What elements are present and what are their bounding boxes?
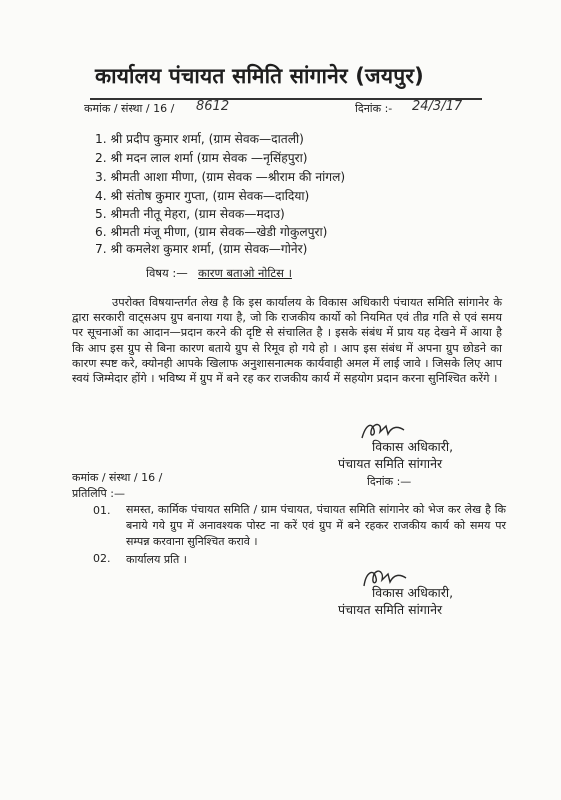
recipient-item: 4. श्री संतोष कुमार गुप्ता, (ग्राम सेवक—दादिया) (95, 189, 310, 203)
recipient-item: 3. श्रीमती आशा मीणा, (ग्राम सेवक —श्रीराम की नांगल) (95, 170, 346, 184)
recipient-item: 7. श्री कमलेश कुमार शर्मा, (ग्राम सेवक—गोनेर) (95, 242, 308, 256)
copy-ref-label: कमांक / संस्था / 16 / (72, 471, 163, 484)
recipient-item: 6. श्रीमती मंजू मीणा, (ग्राम सेवक—खेडी गोकुलपुरा) (95, 225, 328, 239)
signatory-office-2: पंचायत समिति सांगानेर (338, 602, 443, 617)
copy-item-text: कार्यालय प्रति । (126, 553, 187, 566)
date-label: दिनांक :- (355, 102, 393, 115)
copy-label: प्रतिलिपि :— (72, 487, 125, 500)
recipient-item: 5. श्रीमती नीतू मेहरा, (ग्राम सेवक—मदाउ) (95, 207, 285, 221)
ref-number: 8612 (196, 99, 230, 114)
body-paragraph: उपरोक्त विषयान्तर्गत लेख है कि इस कार्यालय के विकास अधिकारी पंचायत समिति सांगानेर के द्वारा सरकारी वाट्सअप ग्रुप बनाया गया है, जो कि राजकीय कार्यो को नियमित एवं तीव्र गति से एवं समय पर सूचनाओं का आदान—प्रदान करने की दृष्टि से संचालित है । इसके संबंध में प्राय यह देखने में आया है कि आप इस ग्रुप से बिना कारण बताये ग्रुप से रिमूव हो गये हो । आप इस संबंध में अपना ग्रुप छोडने का कारण स्पष्ट करे, क्योनही आपके खिलाफ अनुशासनात्मक कार्यवाही अमल में लाई जावे । जिसके लिए आप स्वयं जिम्मेदार होंगे । भविष्य में ग्रुप में बने रह कर राजकीय कार्य में सहयोग प्रदान करना सुनिश्चित करेंगे । (72, 296, 502, 386)
signatory-office-1: पंचायत समिति सांगानेर (338, 456, 443, 471)
subject-label: विषय :— (146, 266, 188, 280)
recipient-item: 2. श्री मदन लाल शर्मा (ग्राम सेवक —नृसिंहपुरा) (95, 151, 308, 165)
copy-item-number: 02. (93, 552, 111, 565)
signatory-designation-2: विकास अधिकारी, (372, 585, 454, 600)
ref-label: कमांक / संस्था / 16 / (84, 102, 175, 115)
date-value: 24/3/17 (412, 99, 463, 114)
copy-item-number: 01. (93, 504, 111, 517)
signatory-designation-1: विकास अधिकारी, (372, 439, 454, 454)
copy-item-text: समस्त, कार्मिक पंचायत समिति / ग्राम पंचायत, पंचायत समिति सांगानेर को भेज कर लेख है कि बनाये गये ग्रुप में अनावश्यक पोस्ट ना करें एवं ग्रुप में बने रहकर राजकीय कार्य को समय पर सम्पन्न करवाना सुनिश्चित करावे । (126, 503, 506, 548)
recipient-item: 1. श्री प्रदीप कुमार शर्मा, (ग्राम सेवक—दातली) (95, 132, 304, 146)
office-title: कार्यालय पंचायत समिति सांगानेर (जयपुर) (95, 64, 424, 88)
signatory-date-label: दिनांक :— (367, 475, 412, 488)
subject-text: कारण बताओ नोटिस । (198, 266, 292, 280)
